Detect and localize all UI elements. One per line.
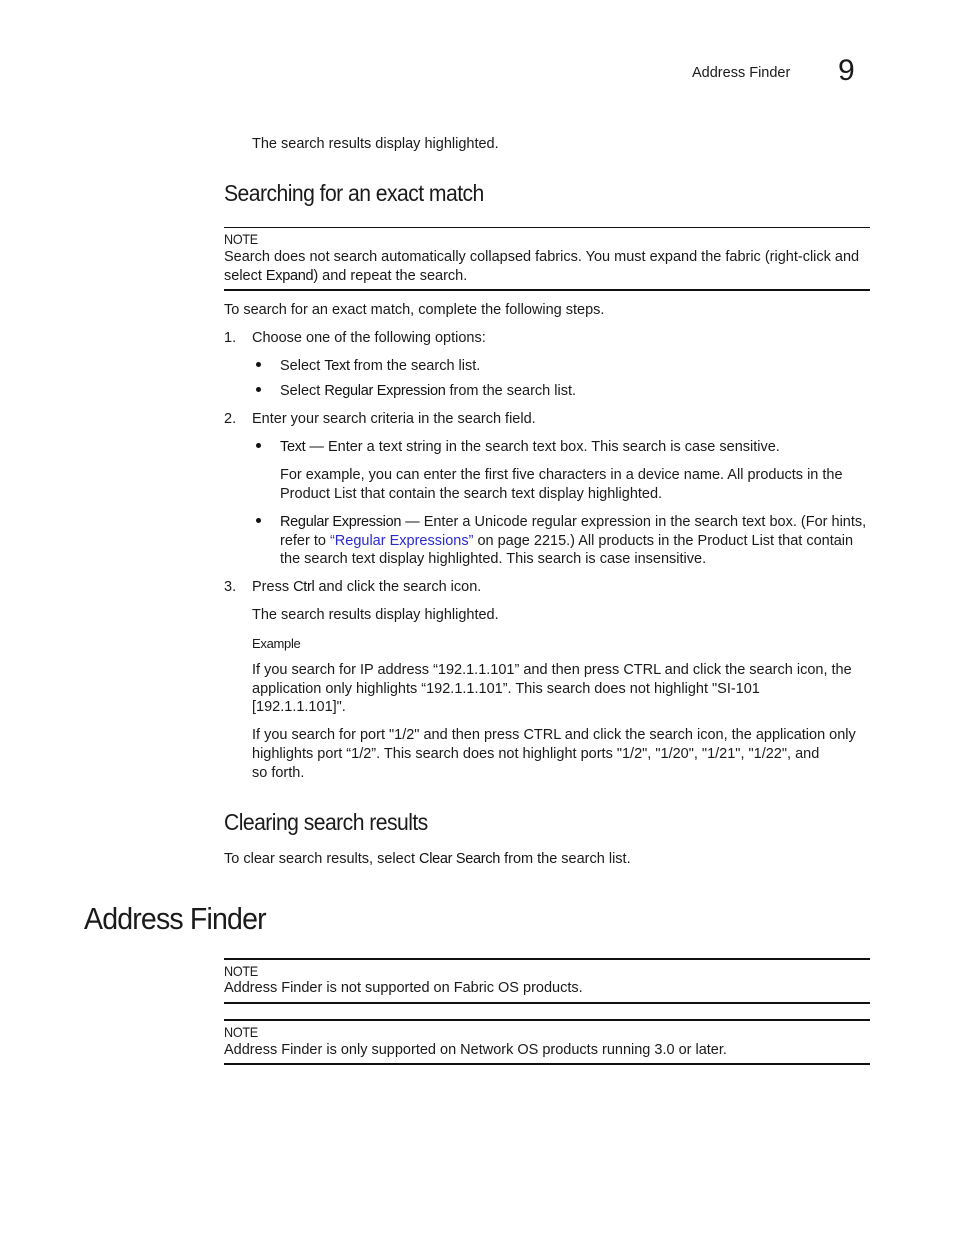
section-heading-address-finder: Address Finder: [84, 901, 266, 936]
bullet-dot: [256, 387, 261, 392]
step-3-text: Press Ctrl and click the search icon.: [252, 579, 482, 595]
step-1-option-regex: Select Regular Expression from the search list.: [280, 383, 577, 399]
example-1-line2: application only highlights “192.1.1.101”. This search does not highlight "SI-101: [252, 681, 760, 697]
step-number: 1.: [224, 330, 237, 346]
section-heading-exact-match: Searching for an exact match: [224, 180, 484, 206]
note-body: Search does not search automatically collapsed fabrics. You must expand the fabric (right-click and select Expand) and repeat the search.: [224, 249, 860, 284]
step-1-option-text: Select Text from the search list.: [280, 358, 481, 374]
example-2-line3: so forth.: [252, 765, 305, 781]
ui-term-clear-search: Clear Search: [419, 851, 501, 867]
step-1-text: Choose one of the following options:: [252, 330, 486, 346]
step-2-bullet-regex-line1: Regular Expression — Enter a Unicode regular expression in the search text box. (For hints,: [280, 514, 867, 530]
step-3-result: The search results display highlighted.: [252, 607, 499, 623]
example-1-line1: If you search for IP address “192.1.1.101” and then press CTRL and click the search icon, the: [252, 662, 852, 678]
step-2-text-example-para: For example, you can enter the first five characters in a device name. All products in the Product List that contain the search text display highlighted.: [280, 467, 843, 502]
example-label: Example: [252, 636, 301, 651]
step-2-text: Enter your search criteria in the search field.: [252, 411, 536, 427]
note-body: Address Finder is not supported on Fabric OS products.: [224, 980, 583, 996]
example-2-line2: highlights port “1/2”. This search does not highlight ports "1/2", "1/20", "1/21", "1/22", and: [252, 746, 820, 762]
note-top-rule: [224, 227, 870, 228]
step-number: 2.: [224, 411, 237, 427]
note-label: NOTE: [224, 231, 258, 247]
ui-term-ctrl: Ctrl: [293, 579, 315, 595]
note-bottom-rule: [224, 1063, 870, 1065]
section-heading-clear-results: Clearing search results: [224, 809, 428, 835]
bullet-dot: [256, 518, 261, 523]
example-2-line1: If you search for port "1/2" and then press CTRL and click the search icon, the application only: [252, 727, 856, 743]
note-bottom-rule: [224, 1002, 870, 1004]
bullet-dot: [256, 362, 261, 367]
note-label: NOTE: [224, 963, 258, 979]
step-2-bullet-regex-line2: refer to “Regular Expressions” on page 2215.) All products in the Product List that contain: [280, 533, 854, 549]
clear-results-text: To clear search results, select Clear Search from the search list.: [224, 851, 631, 867]
note-bottom-rule: [224, 289, 870, 291]
intro-result-text: The search results display highlighted.: [252, 136, 499, 152]
link-regular-expressions[interactable]: “Regular Expressions”: [329, 533, 474, 549]
chapter-number: 9: [838, 54, 855, 87]
note-top-rule: [224, 958, 870, 960]
steps-lead: To search for an exact match, complete the following steps.: [224, 302, 605, 318]
note-body: Address Finder is only supported on Network OS products running 3.0 or later.: [224, 1042, 727, 1058]
step-2-bullet-text: Text — Enter a text string in the search text box. This search is case sensitive.: [280, 439, 780, 455]
example-1-line3: [192.1.1.101]".: [252, 699, 346, 715]
running-header-title: Address Finder: [692, 65, 791, 81]
bullet-dot: [256, 443, 261, 448]
ui-term-expand: Expand: [265, 268, 314, 284]
note-label: NOTE: [224, 1024, 258, 1040]
step-2-bullet-regex-line3: the search text display highlighted. This search is case insensitive.: [280, 551, 707, 567]
step-number: 3.: [224, 579, 237, 595]
note-top-rule: [224, 1019, 870, 1021]
